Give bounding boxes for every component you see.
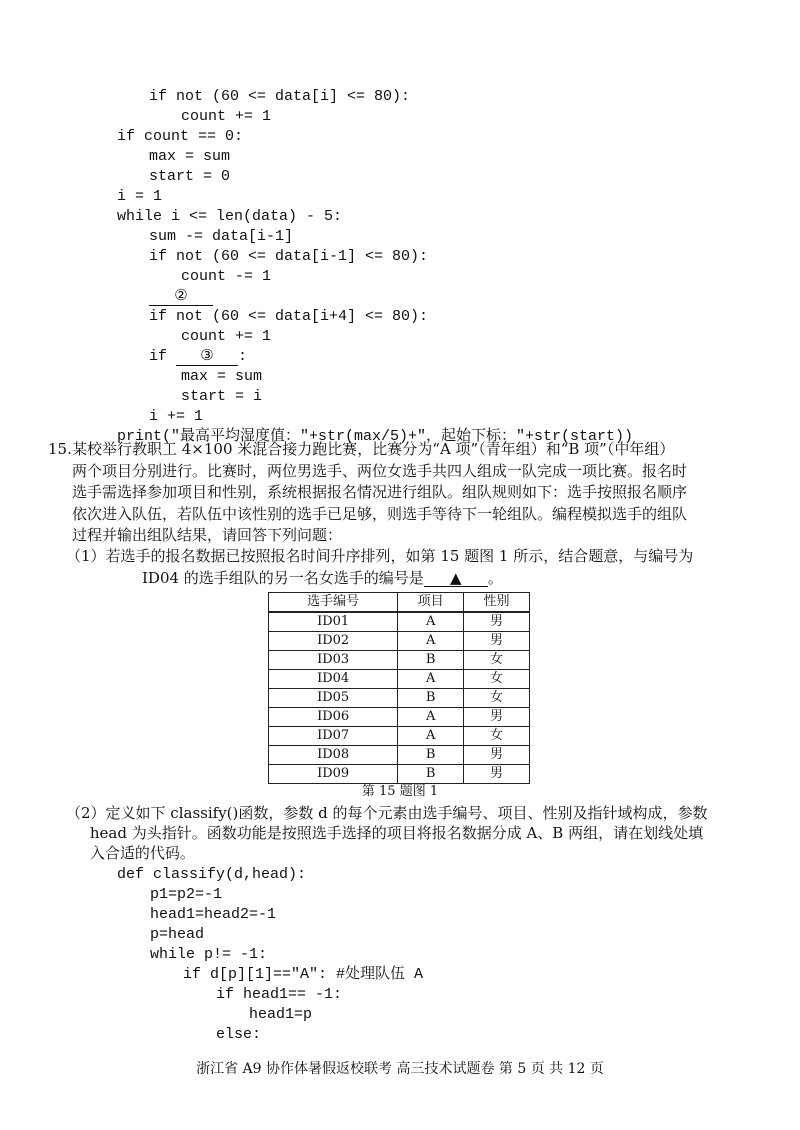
- code-line: [117, 387, 633, 407]
- fill-in-blank: ②: [149, 289, 213, 306]
- code-line: [117, 865, 423, 885]
- code-line: [117, 985, 423, 1005]
- table-cell: ID09: [269, 765, 398, 784]
- table-cell: 男: [464, 632, 530, 651]
- code-text: p=head: [150, 926, 205, 943]
- code-text: start = i: [181, 388, 263, 405]
- col-header: 性别: [464, 593, 530, 613]
- stem-line: 过程并输出组队结果，请回答下列问题：: [72, 526, 343, 544]
- page-footer: 浙江省 A9 协作体暑假返校联考 高三技术试题卷 第 5 页 共 12 页: [196, 1061, 604, 1077]
- code-line: [117, 965, 423, 985]
- code-text: count -= 1: [181, 268, 272, 285]
- table-cell: 女: [464, 651, 530, 670]
- table-cell: 女: [464, 727, 530, 746]
- table-cell: ID08: [269, 746, 398, 765]
- code-text: max = sum: [181, 368, 263, 385]
- table-cell: B: [398, 765, 464, 784]
- code-line: [117, 167, 633, 187]
- stem-line: 某校举行教职工 4×100 米混合接力跑比赛，比赛分为“A 项”（青年组）和“B 项”（中年组）: [72, 440, 675, 458]
- table-cell: ID03: [269, 651, 398, 670]
- stem-line: 选手需选择参加项目和性别，系统根据报名情况进行组队。组队规则如下：选手按照报名顺序: [72, 483, 688, 501]
- part2-line: 入合适的代码。: [66, 844, 195, 862]
- code-line: [117, 187, 633, 207]
- code-text: i += 1: [149, 408, 204, 425]
- table-cell: ID05: [269, 689, 398, 708]
- code-line: [117, 287, 633, 307]
- part1-text: ID04 的选手组队的另一名女选手的编号是: [142, 568, 424, 587]
- table-cell: A: [398, 708, 464, 727]
- table-row: [269, 632, 530, 651]
- code-text: if count == 0:: [117, 128, 244, 145]
- table-cell: ID07: [269, 727, 398, 746]
- code-text: count += 1: [181, 328, 272, 345]
- table-row: [269, 670, 530, 689]
- code-text: if head1== -1:: [216, 986, 343, 1003]
- table-cell: B: [398, 651, 464, 670]
- code-text: if: [149, 348, 177, 365]
- code-line: [117, 347, 633, 367]
- code-line: [117, 327, 633, 347]
- code-line: [117, 227, 633, 247]
- code-text: if not (60 <= data[i+4] <= 80):: [149, 308, 429, 325]
- table-cell: B: [398, 746, 464, 765]
- table-row: [269, 708, 530, 727]
- code-line: [117, 1005, 423, 1025]
- table-cell: B: [398, 689, 464, 708]
- table-cell: ID06: [269, 708, 398, 727]
- table-cell: A: [398, 670, 464, 689]
- question-number: 15.: [48, 440, 72, 458]
- table-row: [269, 765, 530, 784]
- table-row: [269, 746, 530, 765]
- table-row: [269, 612, 530, 632]
- table-cell: ID01: [269, 612, 398, 632]
- code-text: else:: [216, 1026, 262, 1043]
- part2-line: （2）定义如下 classify()函数，参数 d 的每个元素由选手编号、项目、性别及指针域构成，参数: [66, 804, 708, 822]
- code-block-2: [117, 865, 423, 1045]
- part-1: [66, 546, 776, 589]
- table-cell: 女: [464, 689, 530, 708]
- table-row: [269, 727, 530, 746]
- code-line: [117, 945, 423, 965]
- code-line: [117, 1025, 423, 1045]
- part2-line: head 为头指针。函数功能是按照选手选择的项目将报名数据分成 A、B 两组，请在划线处填: [66, 824, 704, 842]
- code-text: while p!= -1:: [150, 946, 268, 963]
- stem-line: 两个项目分别进行。比赛时，两位男选手、两位女选手共四人组成一队完成一项比赛。报名时: [72, 461, 688, 480]
- table-cell: A: [398, 632, 464, 651]
- table-row: [269, 651, 530, 670]
- code-text: p1=p2=-1: [150, 886, 223, 903]
- table-cell: 男: [464, 708, 530, 727]
- table-row: [269, 689, 530, 708]
- code-text: if not (60 <= data[i-1] <= 80):: [149, 248, 429, 265]
- code-line: [117, 885, 423, 905]
- code-line: [117, 925, 423, 945]
- code-line: [117, 127, 633, 147]
- code-text: while i <= len(data) - 5:: [117, 208, 343, 225]
- part-2: [66, 803, 776, 863]
- table-cell: 男: [464, 765, 530, 784]
- fill-in-blank: ③: [176, 349, 238, 366]
- table-cell: ID02: [269, 632, 398, 651]
- col-header: 项目: [398, 593, 464, 613]
- code-line: [117, 367, 633, 387]
- code-line: [117, 107, 633, 127]
- table-cell: A: [398, 727, 464, 746]
- code-line: [117, 307, 633, 327]
- table-cell: ID04: [269, 670, 398, 689]
- code-text: head1=head2=-1: [150, 906, 277, 923]
- code-line: [117, 147, 633, 167]
- table-cell: A: [398, 612, 464, 632]
- table-cell: 男: [464, 612, 530, 632]
- stem-line: 依次进入队伍，若队伍中该性别的选手已足够，则选手等待下一轮组队。编程模拟选手的组队: [72, 504, 688, 523]
- question-stem: [72, 439, 782, 547]
- part1-end: 。: [487, 568, 503, 587]
- code-text: if not (60 <= data[i] <= 80):: [149, 88, 411, 105]
- code-text: max = sum: [149, 148, 231, 165]
- code-text: start = 0: [149, 168, 231, 185]
- code-text: if d[p][1]=="A": #处理队伍 A: [183, 966, 424, 983]
- code-text: sum -= data[i-1]: [149, 228, 294, 245]
- table-cell: 女: [464, 670, 530, 689]
- code-line: [117, 247, 633, 267]
- code-text: :: [238, 348, 248, 365]
- code-line: [117, 207, 633, 227]
- code-line: [117, 905, 423, 925]
- code-text: print("最高平均湿度值："+str(max/5)+"，起始下标："+str(start)): [117, 428, 634, 445]
- table-cell: 男: [464, 746, 530, 765]
- part1-line-2: [66, 568, 776, 590]
- table-caption: 第 15 题图 1: [361, 784, 439, 799]
- code-block-1: [117, 87, 633, 447]
- code-text: def classify(d,head):: [117, 866, 307, 883]
- col-header: 选手编号: [269, 593, 398, 613]
- code-text: head1=p: [249, 1006, 313, 1023]
- code-text: count += 1: [181, 108, 272, 125]
- part1-line: （1）若选手的报名数据已按照报名时间升序排列，如第 15 题图 1 所示，结合题意，与编号为: [66, 547, 694, 565]
- code-line: [117, 407, 633, 427]
- code-text: i = 1: [117, 188, 163, 205]
- code-line: [117, 87, 633, 107]
- answer-blank: ▲: [424, 570, 488, 587]
- registration-table: [268, 592, 530, 784]
- code-line: [117, 267, 633, 287]
